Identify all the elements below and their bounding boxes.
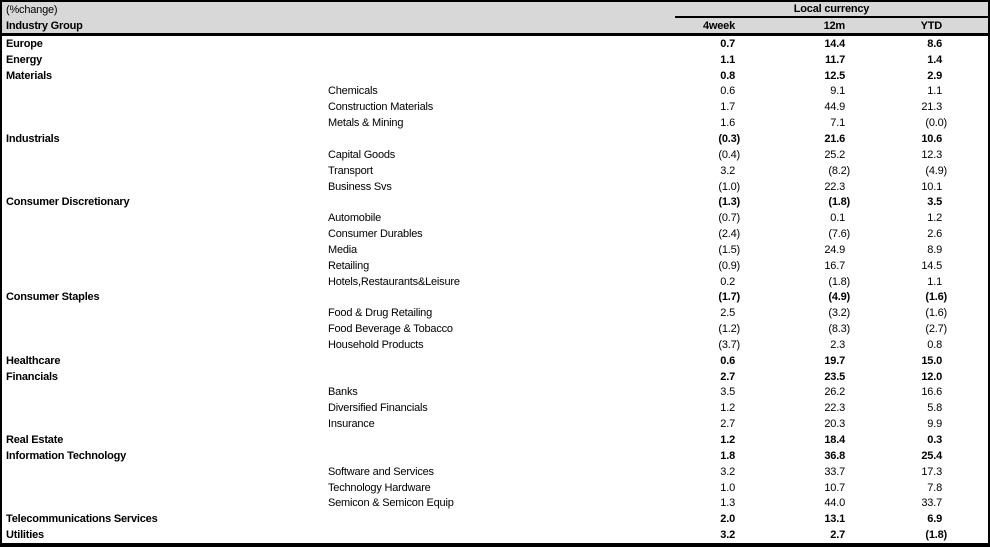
column-header-ytd: YTD — [920, 19, 942, 32]
value-cell: 14.5 — [921, 259, 942, 272]
table-row — [2, 432, 988, 448]
value-cell: 14.4 — [824, 37, 845, 50]
value-cell: 1.6 — [720, 117, 735, 130]
row-right-spacer — [947, 290, 988, 306]
value-cell: 1.1 — [927, 275, 942, 288]
value-cell: 21.6 — [824, 132, 845, 145]
row-right-spacer — [947, 385, 988, 401]
table-row — [2, 226, 988, 242]
value-cell: 2.5 — [720, 307, 735, 320]
value-cell: (1.7) — [718, 291, 740, 304]
percent-change-label: (%change) — [6, 3, 58, 16]
table-body — [2, 36, 988, 543]
row-label: Information Technology — [6, 449, 127, 462]
header-row-columns — [2, 18, 988, 33]
row-right-spacer — [947, 274, 988, 290]
row-label: Banks — [328, 386, 358, 399]
value-cell: 12.3 — [921, 148, 942, 161]
table-row — [2, 369, 988, 385]
value-cell: 17.3 — [921, 465, 942, 478]
value-cell: 25.4 — [921, 449, 942, 462]
row-label: Capital Goods — [328, 148, 396, 161]
row-label: Healthcare — [6, 354, 61, 367]
header-row-units — [2, 2, 988, 18]
value-cell: 1.4 — [927, 53, 942, 66]
row-label: Technology Hardware — [328, 481, 431, 494]
value-cell: 1.2 — [720, 402, 735, 415]
row-right-spacer — [947, 36, 988, 52]
row-label: Metals & Mining — [328, 117, 404, 130]
value-cell: 2.3 — [830, 338, 845, 351]
row-right-spacer — [947, 242, 988, 258]
value-cell: 1.1 — [720, 53, 735, 66]
row-label: Energy — [6, 53, 43, 66]
value-cell: 3.2 — [720, 529, 735, 542]
table-row — [2, 179, 988, 195]
column-header-12m: 12m — [823, 19, 845, 32]
table-row — [2, 163, 988, 179]
row-label: Hotels,Restaurants&Leisure — [328, 275, 460, 288]
value-cell: (0.4) — [718, 148, 740, 161]
row-right-spacer — [947, 194, 988, 210]
row-right-spacer — [947, 353, 988, 369]
table-row — [2, 385, 988, 401]
value-cell: 19.7 — [824, 354, 845, 367]
value-cell: 21.3 — [921, 101, 942, 114]
value-cell: 6.9 — [927, 513, 942, 526]
table-row — [2, 416, 988, 432]
table-row — [2, 84, 988, 100]
value-cell: (2.4) — [718, 228, 740, 241]
value-cell: (1.8) — [828, 196, 850, 209]
value-cell: 11.7 — [824, 53, 845, 66]
row-label: Insurance — [328, 418, 375, 431]
row-label: Semicon & Semicon Equip — [328, 497, 454, 510]
row-right-spacer — [947, 369, 988, 385]
value-cell: 1.0 — [720, 481, 735, 494]
value-cell: 1.2 — [720, 434, 735, 447]
value-cell: 0.7 — [720, 37, 735, 50]
table-row — [2, 242, 988, 258]
value-cell: 15.0 — [921, 354, 942, 367]
value-cell: 0.6 — [720, 354, 735, 367]
value-cell: 18.4 — [824, 434, 845, 447]
row-right-spacer — [947, 527, 988, 543]
table-row — [2, 400, 988, 416]
value-cell: 20.3 — [824, 418, 845, 431]
row-right-spacer — [947, 99, 988, 115]
row-label: Real Estate — [6, 434, 64, 447]
row-right-spacer — [947, 179, 988, 195]
value-cell: 16.6 — [921, 386, 942, 399]
value-cell: 0.8 — [720, 69, 735, 82]
row-right-spacer — [947, 321, 988, 337]
table-row — [2, 353, 988, 369]
row-right-spacer — [947, 448, 988, 464]
row-right-spacer — [947, 68, 988, 84]
value-cell: 12.5 — [824, 69, 845, 82]
value-cell: (3.7) — [718, 338, 740, 351]
table-row — [2, 290, 988, 306]
row-label: Transport — [328, 164, 373, 177]
row-right-spacer — [947, 416, 988, 432]
value-cell: 1.8 — [720, 449, 735, 462]
row-label: Telecommunications Services — [6, 513, 158, 526]
value-cell: 3.5 — [720, 386, 735, 399]
table-row — [2, 36, 988, 52]
row-label: Construction Materials — [328, 101, 434, 114]
header-right-spacer — [947, 18, 988, 33]
value-cell: (3.2) — [828, 307, 850, 320]
row-label: Diversified Financials — [328, 402, 428, 415]
value-cell: 5.8 — [927, 402, 942, 415]
value-cell: 9.1 — [830, 85, 845, 98]
row-right-spacer — [947, 511, 988, 527]
table-row — [2, 480, 988, 496]
value-cell: 9.9 — [927, 418, 942, 431]
row-label: Software and Services — [328, 465, 434, 478]
table-row — [2, 131, 988, 147]
table-row — [2, 321, 988, 337]
table-row — [2, 305, 988, 321]
value-cell: 10.1 — [921, 180, 942, 193]
value-cell: (0.0) — [925, 117, 947, 130]
value-cell: 3.5 — [927, 196, 942, 209]
value-cell: 2.7 — [720, 370, 735, 383]
local-currency-group-header: Local currency — [675, 2, 988, 18]
value-cell: 10.7 — [824, 481, 845, 494]
value-cell: 2.0 — [720, 513, 735, 526]
table-row — [2, 210, 988, 226]
industry-group-header: Industry Group — [6, 19, 83, 32]
column-header-4week: 4week — [702, 19, 735, 32]
row-label: Utilities — [6, 529, 44, 542]
row-right-spacer — [947, 131, 988, 147]
table-row — [2, 274, 988, 290]
value-cell: 0.1 — [830, 212, 845, 225]
table-header — [2, 2, 988, 36]
row-label: Food & Drug Retailing — [328, 307, 433, 320]
row-right-spacer — [947, 84, 988, 100]
row-label: Consumer Durables — [328, 228, 423, 241]
value-cell: 13.1 — [824, 513, 845, 526]
table-row — [2, 194, 988, 210]
value-cell: 36.8 — [824, 449, 845, 462]
value-cell: 0.2 — [720, 275, 735, 288]
value-cell: (1.6) — [925, 307, 947, 320]
value-cell: 44.0 — [824, 497, 845, 510]
value-cell: 8.9 — [927, 243, 942, 256]
row-label: Financials — [6, 370, 58, 383]
value-cell: 0.6 — [720, 85, 735, 98]
row-right-spacer — [947, 258, 988, 274]
value-cell: 8.6 — [927, 37, 942, 50]
row-label: Industrials — [6, 132, 60, 145]
value-cell: (8.3) — [828, 323, 850, 336]
row-label: Food Beverage & Tobacco — [328, 323, 453, 336]
value-cell: (1.5) — [718, 243, 740, 256]
value-cell: 22.3 — [824, 180, 845, 193]
value-cell: 2.9 — [927, 69, 942, 82]
row-right-spacer — [947, 147, 988, 163]
table-row — [2, 527, 988, 543]
table-row — [2, 99, 988, 115]
value-cell: (2.7) — [925, 323, 947, 336]
value-cell: 3.2 — [720, 465, 735, 478]
row-label: Media — [328, 243, 357, 256]
value-cell: (1.0) — [718, 180, 740, 193]
value-cell: (7.6) — [828, 228, 850, 241]
row-right-spacer — [947, 226, 988, 242]
table-row — [2, 258, 988, 274]
value-cell: (1.8) — [925, 529, 947, 542]
value-cell: 1.2 — [927, 212, 942, 225]
table-row — [2, 52, 988, 68]
row-label: Household Products — [328, 338, 424, 351]
value-cell: 7.8 — [927, 481, 942, 494]
value-cell: 1.7 — [720, 101, 735, 114]
value-cell: 7.1 — [830, 117, 845, 130]
value-cell: (0.7) — [718, 212, 740, 225]
value-cell: 25.2 — [824, 148, 845, 161]
table-row — [2, 448, 988, 464]
value-cell: 33.7 — [921, 497, 942, 510]
row-label: Business Svs — [328, 180, 392, 193]
table-row — [2, 68, 988, 84]
row-right-spacer — [947, 464, 988, 480]
value-cell: 24.9 — [824, 243, 845, 256]
value-cell: 10.6 — [921, 132, 942, 145]
table-row — [2, 147, 988, 163]
value-cell: (0.9) — [718, 259, 740, 272]
row-right-spacer — [947, 210, 988, 226]
table-row — [2, 511, 988, 527]
row-label: Europe — [6, 37, 43, 50]
value-cell: 1.1 — [927, 85, 942, 98]
row-right-spacer — [947, 432, 988, 448]
value-cell: (1.8) — [828, 275, 850, 288]
value-cell: (1.3) — [718, 196, 740, 209]
value-cell: (4.9) — [828, 291, 850, 304]
value-cell: 16.7 — [824, 259, 845, 272]
value-cell: 26.2 — [824, 386, 845, 399]
table-row — [2, 337, 988, 353]
value-cell: 1.3 — [720, 497, 735, 510]
row-right-spacer — [947, 480, 988, 496]
row-label: Materials — [6, 69, 52, 82]
value-cell: (8.2) — [828, 164, 850, 177]
row-label: Consumer Discretionary — [6, 196, 130, 209]
value-cell: 2.7 — [830, 529, 845, 542]
row-label: Retailing — [328, 259, 370, 272]
row-right-spacer — [947, 337, 988, 353]
value-cell: 44.9 — [824, 101, 845, 114]
table-row — [2, 495, 988, 511]
value-cell: 0.8 — [927, 338, 942, 351]
value-cell: 22.3 — [824, 402, 845, 415]
value-cell: 3.2 — [720, 164, 735, 177]
row-right-spacer — [947, 305, 988, 321]
table-row — [2, 464, 988, 480]
row-right-spacer — [947, 400, 988, 416]
value-cell: (4.9) — [925, 164, 947, 177]
row-label: Chemicals — [328, 85, 378, 98]
row-label: Consumer Staples — [6, 291, 100, 304]
row-right-spacer — [947, 52, 988, 68]
row-label: Automobile — [328, 212, 382, 225]
value-cell: (1.6) — [925, 291, 947, 304]
row-right-spacer — [947, 163, 988, 179]
value-cell: 2.6 — [927, 228, 942, 241]
value-cell: 33.7 — [824, 465, 845, 478]
table-row — [2, 115, 988, 131]
value-cell: 23.5 — [824, 370, 845, 383]
row-right-spacer — [947, 115, 988, 131]
row-right-spacer — [947, 495, 988, 511]
value-cell: 0.3 — [927, 434, 942, 447]
value-cell: 2.7 — [720, 418, 735, 431]
value-cell: (0.3) — [718, 132, 740, 145]
value-cell: (1.2) — [718, 323, 740, 336]
value-cell: 12.0 — [921, 370, 942, 383]
